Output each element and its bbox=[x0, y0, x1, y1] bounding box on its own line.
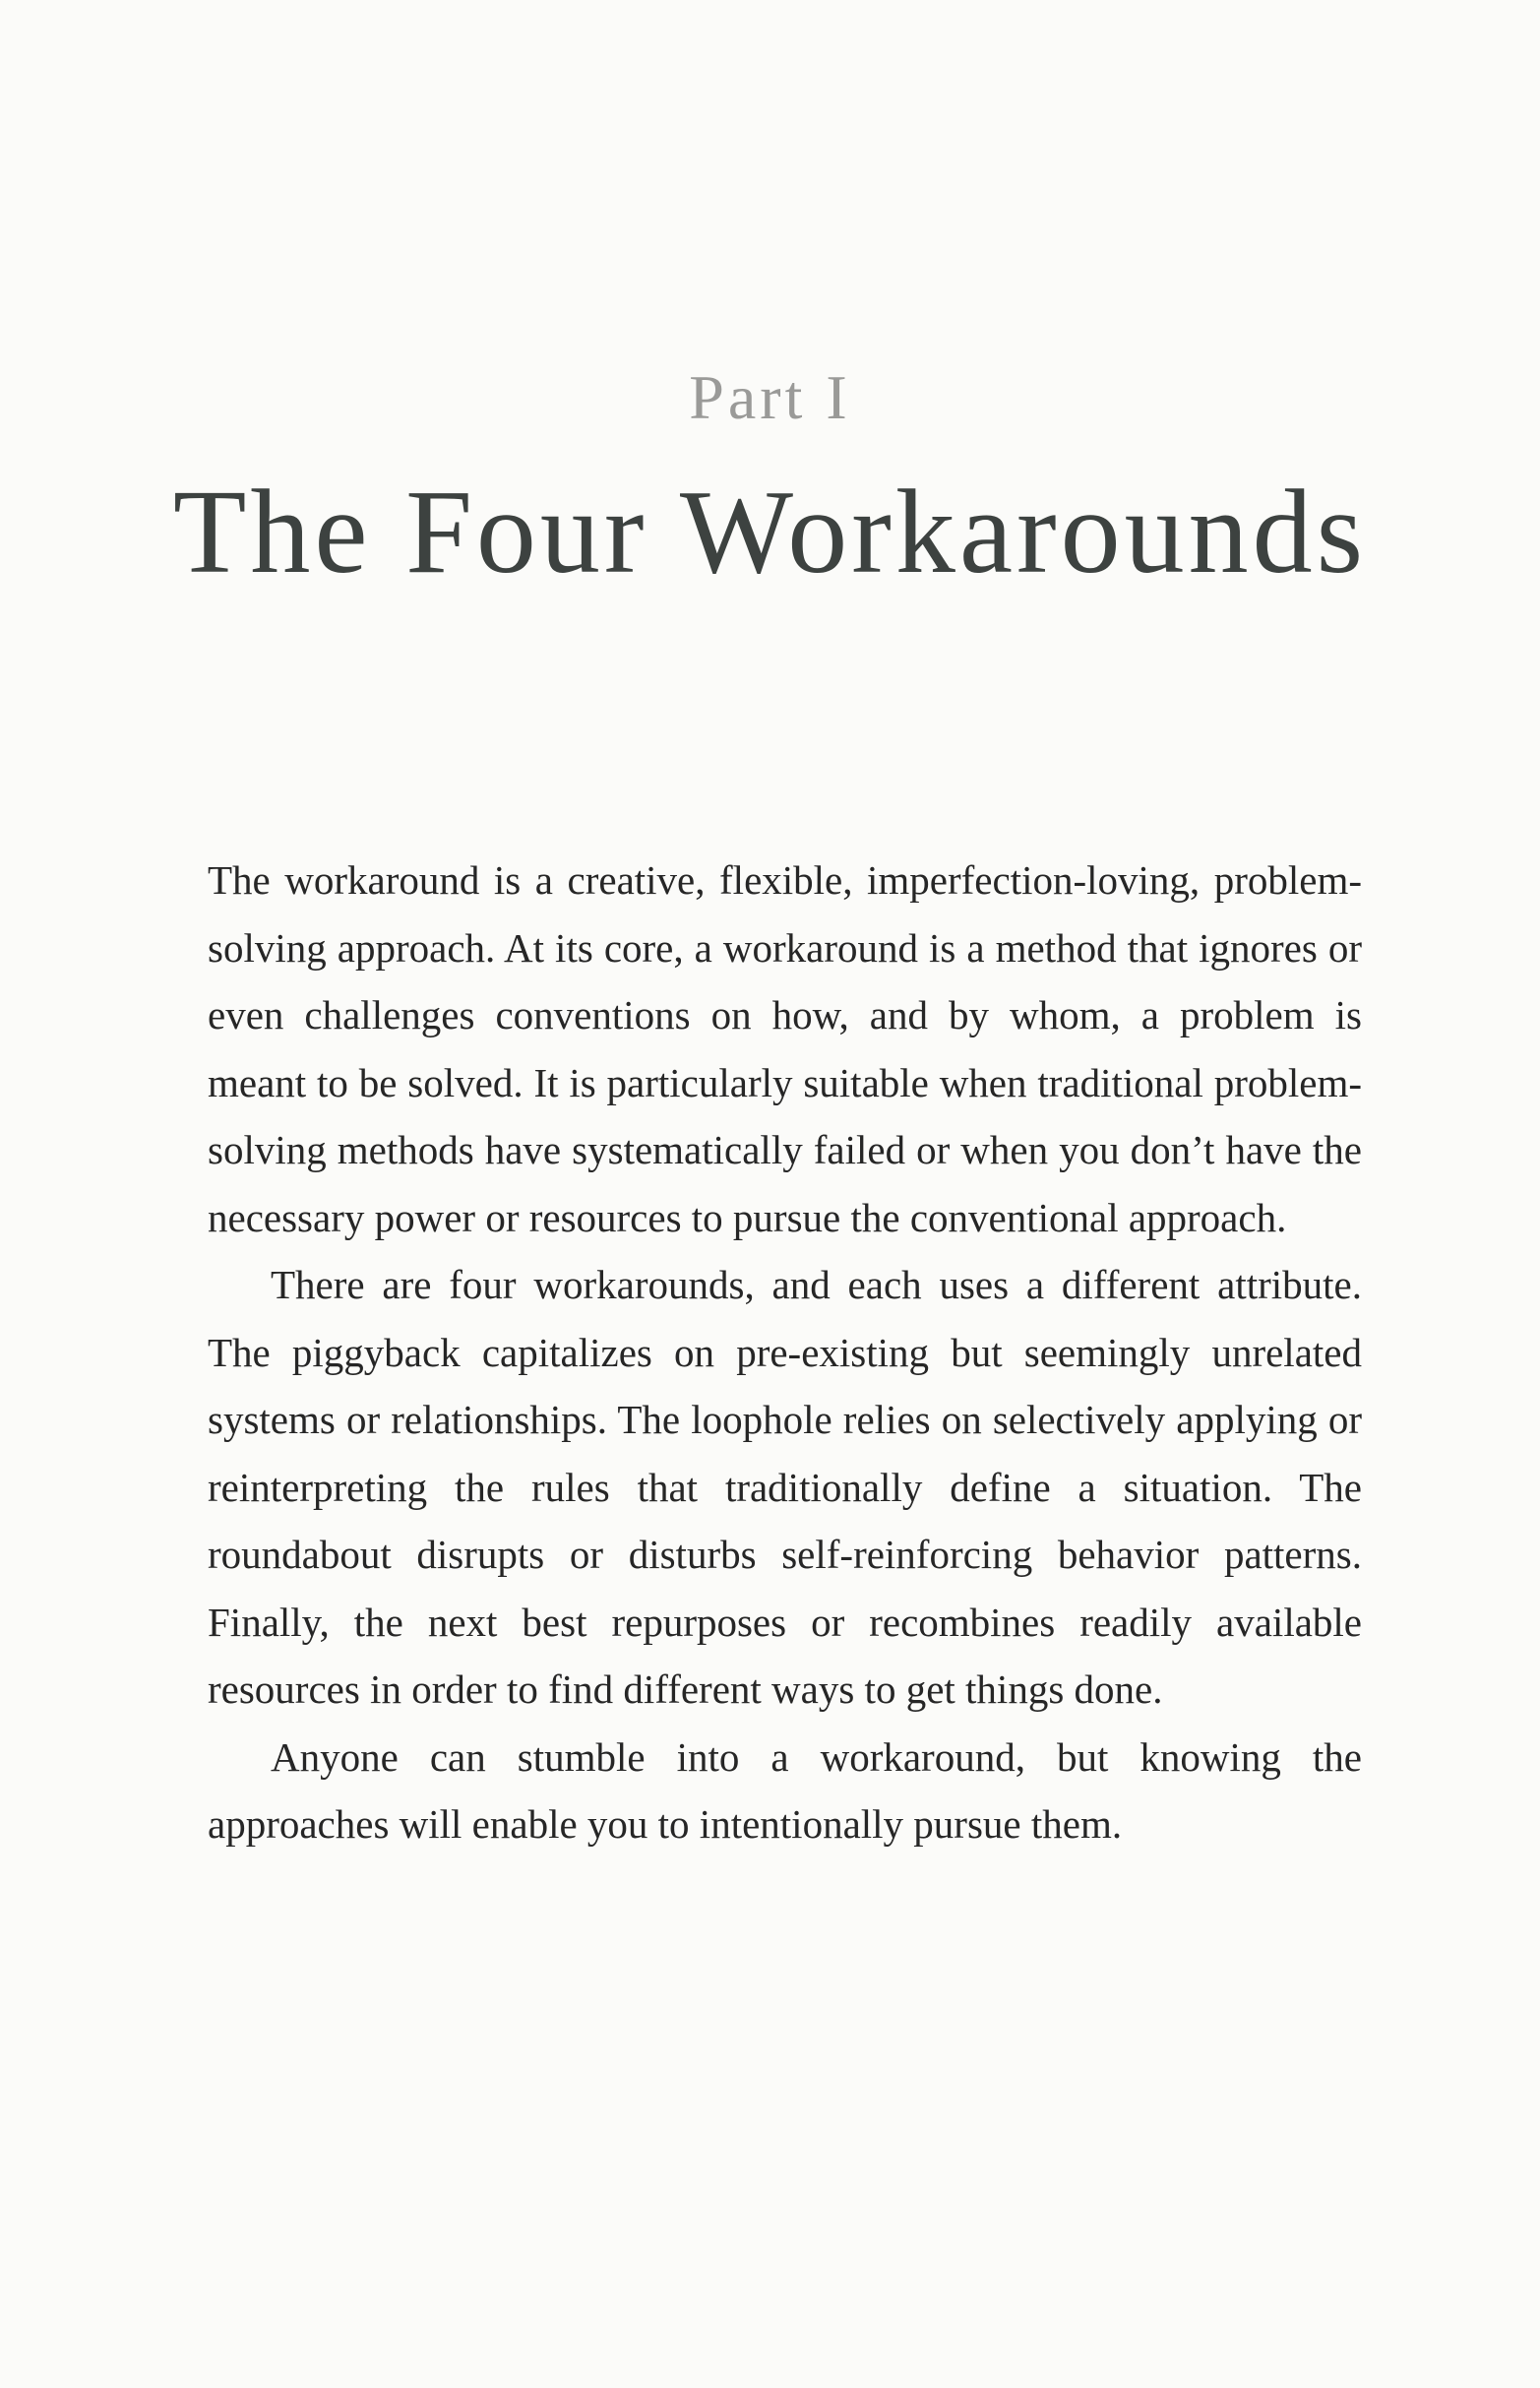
body-text bbox=[208, 847, 1362, 1858]
paragraph-closing: Anyone can stumble into a workaround, but knowing the approaches will enable you to intentionally pursue them. bbox=[208, 1733, 1362, 1847]
part-label: Part I bbox=[689, 362, 851, 432]
paragraph-intro: The workaround is a creative, flexible, imperfection-loving, problem-solving approach. At its core, a workaround is a method that ignores or even challenges conventions on how, and by whom, a problem is meant to be solved. It is particularly suitable when traditional problem-solving methods have systematically failed or when you don’t have the necessary power or resources to pursue the conventional approach. bbox=[208, 857, 1362, 1240]
part-title: The Four Workarounds bbox=[172, 466, 1368, 598]
paragraph-four-workarounds: There are four workarounds, and each uses a different attribute. The piggyback capitalizes on pre-existing but seemingly unrelated systems or relationships. The loophole relies on selectively applying or reinterpreting the rules that traditionally define a situation. The roundabout disrupts or disturbs self-reinforcing behavior patterns. Finally, the next best repurposes or recombines readily available resources in order to find different ways to get things done. bbox=[208, 1262, 1362, 1712]
